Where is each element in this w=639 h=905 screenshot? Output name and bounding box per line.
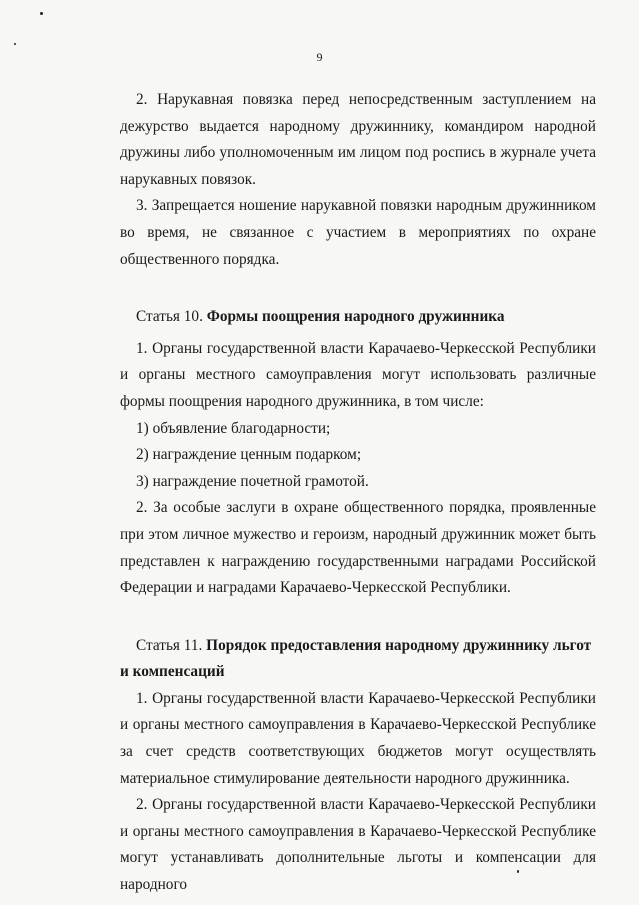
article-heading [120, 633, 596, 686]
article-title: Порядок предоставления народному дружиннику льгот и компенсаций [120, 636, 592, 681]
paragraph: 2. Органы государственной власти Карачаево-Черкесской Республики и органы местного самоуправления в Карачаево-Черкесской Республике могут устанавливать дополнительные льготы и компенсации для народного [120, 796, 596, 894]
list-item: 2) награждение ценным подарком; [136, 446, 362, 464]
list-item: 3) награждение почетной грамотой. [136, 472, 369, 490]
article-heading [120, 304, 596, 331]
document-body [120, 87, 596, 899]
paragraph: 3. Запрещается ношение нарукавной повязки народным дружинником во время, не связанное с участием в мероприятиях по охране общественного порядка. [120, 197, 596, 268]
paragraph: 2. Нарукавная повязка перед непосредственным заступлением на дежурство выдается народному дружиннику, командиром народной дружины либо уполномоченным им лицом под роспись в журнале учета нарукавных повязок. [120, 91, 596, 188]
paragraph: 1. Органы государственной власти Карачаево-Черкесской Республики и органы местного самоуправления в Карачаево-Черкесской Республике за счет средств соответствующих бюджетов могут осуществлять материальное стимулирование деятельности народного дружинника. [120, 689, 596, 787]
article-title: Формы поощрения народного дружинника [206, 308, 505, 326]
paragraph: 2. За особые заслуги в охране общественного порядка, проявленные при этом личное мужество и героизм, народный дружинник может быть представлен к награждению государственными наградами Российской Федерации и наградами Карачаево-Черкесской Республики. [120, 499, 596, 597]
scan-speck [14, 43, 16, 45]
article-number: Статья 10. [136, 308, 207, 326]
page-number: 9 [316, 50, 323, 64]
list-item: 1) объявление благодарности; [136, 419, 331, 437]
scan-speck [40, 12, 43, 15]
article-number: Статья 11. [136, 636, 207, 654]
paragraph: 1. Органы государственной власти Карачаево-Черкесской Республики и органы местного самоуправления могут использовать различные формы поощрения народного дружинника, в том числе: [120, 339, 596, 410]
